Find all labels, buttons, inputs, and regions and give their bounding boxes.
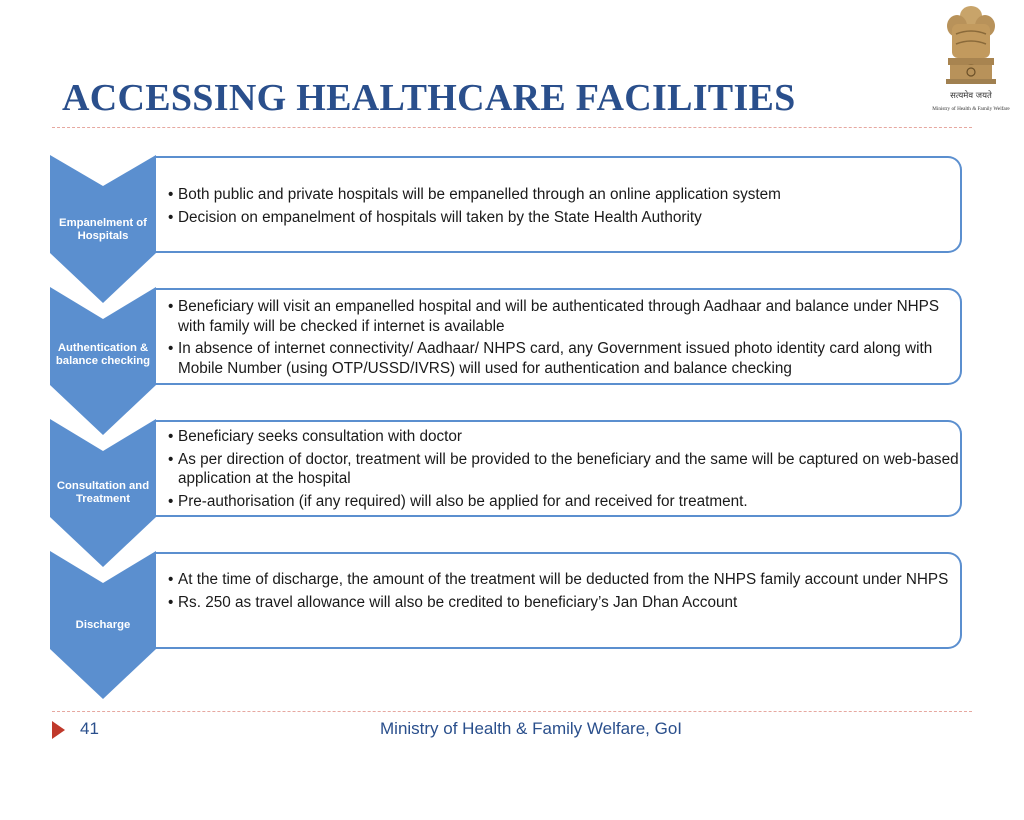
title-divider	[52, 127, 972, 128]
bullet-item: • Both public and private hospitals will be empanelled through an online application system	[168, 185, 960, 205]
play-arrow-icon	[52, 721, 65, 739]
national-emblem	[918, 2, 1024, 120]
stage-label: Consultation and Treatment	[56, 480, 150, 505]
bullet-item: • As per direction of doctor, treatment will be provided to the beneficiary and the same will be captured on web-based application at the hospital	[168, 450, 960, 489]
stage-box-empanelment	[156, 156, 962, 253]
stage-box-consultation	[156, 420, 962, 517]
footer-ministry-text: Ministry of Health & Family Welfare, GoI	[380, 719, 682, 738]
stage-label: Discharge	[75, 619, 131, 631]
bullet-item: • In absence of internet connectivity/ Aadhaar/ NHPS card, any Government issued photo identity card along with Mobile Number (using OTP/USSD/IVRS) will used for authentication and balance checking	[168, 339, 960, 378]
emblem-ministry-text: Ministry of Health & Family Welfare	[932, 106, 1010, 112]
stage-label: Empanelment of Hospitals	[59, 217, 147, 242]
bullet-list	[168, 185, 960, 227]
bullet-item: • Pre-authorisation (if any required) will also be applied for and received for treatment.	[168, 492, 960, 512]
slide-title: ACCESSING HEALTHCARE FACILITIES	[62, 77, 796, 119]
stage-box-discharge	[156, 552, 962, 649]
emblem-motto: सत्यमेव जयते	[950, 91, 992, 101]
footer-divider	[52, 711, 972, 712]
bullet-item: • Beneficiary seeks consultation with doctor	[168, 427, 960, 447]
bullet-item: • Rs. 250 as travel allowance will also be credited to beneficiary’s Jan Dhan Account	[168, 593, 960, 613]
stage-label: Authentication & balance checking	[55, 342, 151, 367]
bullet-list	[168, 297, 960, 378]
bullet-list	[168, 427, 960, 511]
page-number: 41	[80, 719, 99, 738]
bullet-item: • Beneficiary will visit an empanelled hospital and will be authenticated through Aadhaar and balance under NHPS with family will be checked if internet is available	[168, 297, 960, 336]
lion-capital-icon	[940, 2, 1002, 90]
bullet-item: • Decision on empanelment of hospitals will taken by the State Health Authority	[168, 208, 960, 228]
bullet-item: • At the time of discharge, the amount of the treatment will be deducted from the NHPS family account under NHPS	[168, 570, 960, 590]
process-chevrons	[50, 0, 156, 820]
bullet-list	[168, 570, 960, 612]
stage-box-authentication	[156, 288, 962, 385]
